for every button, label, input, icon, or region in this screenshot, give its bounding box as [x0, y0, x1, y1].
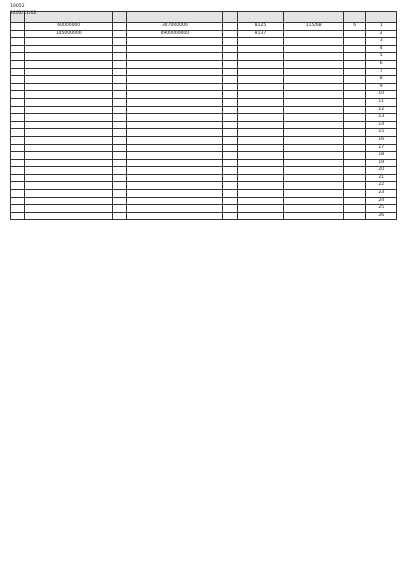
cell-col4 [237, 159, 284, 167]
cell-col5 [223, 159, 237, 167]
table-row [11, 144, 397, 152]
cell-deposit [25, 129, 113, 137]
cell-price [127, 53, 223, 61]
cell-col9 [11, 152, 25, 160]
table-row [11, 106, 397, 114]
cell-col7 [113, 76, 127, 84]
cell-price [127, 83, 223, 91]
cell-num: 17 [366, 144, 397, 152]
cell-area [284, 159, 343, 167]
table-row [11, 205, 397, 213]
cell-col4 [237, 38, 284, 46]
cell-col4: 8137 [237, 30, 284, 38]
cell-area: 115/68 [284, 23, 343, 31]
cell-col9 [11, 144, 25, 152]
cell-col4 [237, 167, 284, 175]
cell-deposit [25, 121, 113, 129]
table-row [11, 121, 397, 129]
cell-deposit [25, 53, 113, 61]
cell-price: 347000000 [127, 23, 223, 31]
cell-col7 [113, 68, 127, 76]
cell-col4 [237, 91, 284, 99]
cell-col5 [223, 136, 237, 144]
cell-col5 [223, 91, 237, 99]
cell-plot [343, 38, 365, 46]
table-row [11, 91, 397, 99]
cell-plot [343, 53, 365, 61]
cell-col9 [11, 45, 25, 53]
cell-deposit [25, 60, 113, 68]
cell-col7 [113, 167, 127, 175]
corner-block [10, 4, 36, 17]
cell-area [284, 152, 343, 160]
cell-area [284, 83, 343, 91]
cell-deposit [25, 167, 113, 175]
cell-col9 [11, 167, 25, 175]
cell-deposit [25, 205, 113, 213]
cell-num: 13 [366, 114, 397, 122]
cell-area [284, 114, 343, 122]
cell-col5 [223, 83, 237, 91]
column-header [343, 12, 365, 23]
table-row [11, 98, 397, 106]
cell-price [127, 106, 223, 114]
cell-deposit [25, 136, 113, 144]
cell-deposit [25, 190, 113, 198]
cell-num: 11 [366, 98, 397, 106]
cell-price [127, 91, 223, 99]
table-row [11, 167, 397, 175]
cell-col5 [223, 212, 237, 220]
cell-price [127, 159, 223, 167]
column-header [25, 12, 113, 23]
cell-col9 [11, 159, 25, 167]
column-header [223, 12, 237, 23]
cell-col7 [113, 83, 127, 91]
table-row [11, 174, 397, 182]
cell-col9 [11, 190, 25, 198]
cell-col9 [11, 205, 25, 213]
cell-plot [343, 182, 365, 190]
cell-plot [343, 30, 365, 38]
cell-col9 [11, 182, 25, 190]
cell-col4 [237, 129, 284, 137]
cell-area [284, 174, 343, 182]
cell-plot [343, 68, 365, 76]
cell-col5 [223, 197, 237, 205]
table-row [11, 76, 397, 84]
cell-num: 20 [366, 167, 397, 175]
cell-col4 [237, 121, 284, 129]
cell-col9 [11, 212, 25, 220]
cell-col7 [113, 152, 127, 160]
cell-col5 [223, 121, 237, 129]
cell-plot [343, 190, 365, 198]
cell-col5 [223, 167, 237, 175]
cell-plot [343, 114, 365, 122]
cell-num: 21 [366, 174, 397, 182]
cell-price [127, 205, 223, 213]
cell-col4 [237, 53, 284, 61]
cell-num: 23 [366, 190, 397, 198]
table-row [11, 190, 397, 198]
cell-price [127, 197, 223, 205]
cell-plot [343, 45, 365, 53]
lots-table [10, 11, 397, 220]
corner-line: 10052 [10, 4, 25, 9]
cell-deposit [25, 98, 113, 106]
cell-col5 [223, 60, 237, 68]
cell-num: 4 [366, 45, 397, 53]
cell-col5 [223, 30, 237, 38]
cell-area [284, 205, 343, 213]
cell-col9 [11, 60, 25, 68]
cell-col7 [113, 212, 127, 220]
cell-plot [343, 205, 365, 213]
cell-price [127, 182, 223, 190]
cell-col4 [237, 68, 284, 76]
cell-col7 [113, 182, 127, 190]
cell-col9 [11, 121, 25, 129]
cell-col4 [237, 106, 284, 114]
cell-deposit [25, 144, 113, 152]
cell-col5 [223, 205, 237, 213]
cell-price [127, 167, 223, 175]
table-row [11, 197, 397, 205]
column-header [127, 12, 223, 23]
cell-area [284, 76, 343, 84]
cell-col9 [11, 83, 25, 91]
cell-col7 [113, 129, 127, 137]
cell-col5 [223, 152, 237, 160]
cell-deposit [25, 152, 113, 160]
cell-col5 [223, 68, 237, 76]
cell-price [127, 144, 223, 152]
cell-deposit [25, 159, 113, 167]
cell-area [284, 45, 343, 53]
column-header [284, 12, 343, 23]
table-row [11, 68, 397, 76]
cell-col7 [113, 45, 127, 53]
cell-col7 [113, 60, 127, 68]
table-header-row [11, 12, 397, 23]
cell-plot [343, 121, 365, 129]
cell-col5 [223, 106, 237, 114]
cell-plot [343, 129, 365, 137]
cell-col9 [11, 136, 25, 144]
cell-col4 [237, 212, 284, 220]
table-body [11, 23, 397, 220]
cell-price [127, 114, 223, 122]
table-row [11, 136, 397, 144]
cell-col5 [223, 129, 237, 137]
cell-col7 [113, 114, 127, 122]
cell-area [284, 38, 343, 46]
cell-plot [343, 174, 365, 182]
cell-col9 [11, 38, 25, 46]
cell-price [127, 121, 223, 129]
cell-col5 [223, 53, 237, 61]
cell-price [127, 68, 223, 76]
corner-line: 1402/11/02 [10, 10, 37, 16]
cell-col4 [237, 152, 284, 160]
cell-plot [343, 159, 365, 167]
cell-col7 [113, 205, 127, 213]
cell-col5 [223, 38, 237, 46]
table-row [11, 30, 397, 38]
cell-col4 [237, 45, 284, 53]
column-header [366, 12, 397, 23]
cell-price [127, 129, 223, 137]
cell-col5 [223, 144, 237, 152]
cell-area [284, 68, 343, 76]
cell-deposit [25, 38, 113, 46]
cell-area [284, 212, 343, 220]
cell-col4 [237, 136, 284, 144]
cell-area [284, 30, 343, 38]
cell-col9 [11, 53, 25, 61]
cell-col7 [113, 121, 127, 129]
cell-col9 [11, 106, 25, 114]
cell-col4 [237, 114, 284, 122]
cell-deposit [25, 212, 113, 220]
cell-area [284, 53, 343, 61]
cell-plot [343, 91, 365, 99]
cell-col9 [11, 197, 25, 205]
cell-col9 [11, 129, 25, 137]
cell-num: 14 [366, 121, 397, 129]
cell-price [127, 38, 223, 46]
cell-price [127, 152, 223, 160]
cell-num: 26 [366, 212, 397, 220]
cell-num: 10 [366, 91, 397, 99]
cell-col5 [223, 98, 237, 106]
cell-plot [343, 197, 365, 205]
cell-col4 [237, 205, 284, 213]
cell-col9 [11, 98, 25, 106]
cell-num: 7 [366, 68, 397, 76]
cell-num: 16 [366, 136, 397, 144]
cell-col4 [237, 144, 284, 152]
cell-deposit [25, 45, 113, 53]
cell-col7 [113, 136, 127, 144]
cell-area [284, 106, 343, 114]
cell-col5 [223, 76, 237, 84]
cell-col7 [113, 174, 127, 182]
cell-col9 [11, 114, 25, 122]
cell-num: 2 [366, 30, 397, 38]
cell-col5 [223, 182, 237, 190]
cell-col5 [223, 114, 237, 122]
cell-num: 1 [366, 23, 397, 31]
cell-col4 [237, 76, 284, 84]
cell-price [127, 212, 223, 220]
cell-col5 [223, 45, 237, 53]
table-row [11, 23, 397, 31]
cell-area [284, 91, 343, 99]
cell-price: 4900000000 [127, 30, 223, 38]
column-header [237, 12, 284, 23]
cell-area [284, 144, 343, 152]
cell-deposit [25, 114, 113, 122]
cell-deposit [25, 76, 113, 84]
cell-col7 [113, 38, 127, 46]
cell-plot [343, 106, 365, 114]
cell-plot: 6 [343, 23, 365, 31]
cell-col7 [113, 53, 127, 61]
cell-col4 [237, 174, 284, 182]
table-row [11, 152, 397, 160]
cell-num: 24 [366, 197, 397, 205]
cell-plot [343, 152, 365, 160]
cell-area [284, 60, 343, 68]
table-row [11, 45, 397, 53]
cell-price [127, 136, 223, 144]
cell-price [127, 98, 223, 106]
cell-col4 [237, 83, 284, 91]
cell-col9 [11, 76, 25, 84]
cell-deposit [25, 106, 113, 114]
cell-price [127, 190, 223, 198]
cell-col7 [113, 91, 127, 99]
cell-deposit [25, 91, 113, 99]
cell-col5 [223, 174, 237, 182]
table-row [11, 38, 397, 46]
cell-col7 [113, 106, 127, 114]
cell-num: 8 [366, 76, 397, 84]
cell-price [127, 76, 223, 84]
cell-plot [343, 98, 365, 106]
cell-num: 18 [366, 152, 397, 160]
cell-plot [343, 60, 365, 68]
cell-col4 [237, 98, 284, 106]
cell-col4: 8125 [237, 23, 284, 31]
cell-deposit [25, 197, 113, 205]
cell-area [284, 167, 343, 175]
cell-col7 [113, 98, 127, 106]
cell-area [284, 136, 343, 144]
cell-num: 5 [366, 53, 397, 61]
cell-deposit: 60000000 [25, 23, 113, 31]
cell-deposit [25, 182, 113, 190]
table-row [11, 212, 397, 220]
column-header [113, 12, 127, 23]
cell-plot [343, 76, 365, 84]
cell-col7 [113, 190, 127, 198]
cell-area [284, 129, 343, 137]
cell-col9 [11, 23, 25, 31]
cell-num: 19 [366, 159, 397, 167]
cell-deposit [25, 174, 113, 182]
cell-col9 [11, 91, 25, 99]
cell-col4 [237, 60, 284, 68]
cell-col4 [237, 197, 284, 205]
cell-area [284, 98, 343, 106]
cell-num: 25 [366, 205, 397, 213]
cell-deposit [25, 68, 113, 76]
table-row [11, 129, 397, 137]
cell-area [284, 121, 343, 129]
cell-area [284, 197, 343, 205]
cell-plot [343, 167, 365, 175]
cell-num: 15 [366, 129, 397, 137]
cell-col7 [113, 159, 127, 167]
cell-col7 [113, 23, 127, 31]
cell-num: 12 [366, 106, 397, 114]
cell-deposit: 145000000 [25, 30, 113, 38]
table-row [11, 53, 397, 61]
cell-col4 [237, 182, 284, 190]
table-row [11, 60, 397, 68]
cell-col7 [113, 144, 127, 152]
cell-col5 [223, 23, 237, 31]
cell-price [127, 60, 223, 68]
cell-num: 6 [366, 60, 397, 68]
cell-col5 [223, 190, 237, 198]
cell-col7 [113, 197, 127, 205]
cell-plot [343, 212, 365, 220]
table-row [11, 182, 397, 190]
cell-col7 [113, 30, 127, 38]
cell-price [127, 45, 223, 53]
cell-col9 [11, 174, 25, 182]
cell-plot [343, 144, 365, 152]
cell-col9 [11, 30, 25, 38]
table-row [11, 159, 397, 167]
cell-num: 22 [366, 182, 397, 190]
cell-area [284, 190, 343, 198]
cell-num: 3 [366, 38, 397, 46]
cell-price [127, 174, 223, 182]
cell-plot [343, 83, 365, 91]
cell-num: 9 [366, 83, 397, 91]
cell-col9 [11, 68, 25, 76]
cell-col4 [237, 190, 284, 198]
cell-plot [343, 136, 365, 144]
table-row [11, 114, 397, 122]
table-row [11, 83, 397, 91]
cell-area [284, 182, 343, 190]
cell-deposit [25, 83, 113, 91]
